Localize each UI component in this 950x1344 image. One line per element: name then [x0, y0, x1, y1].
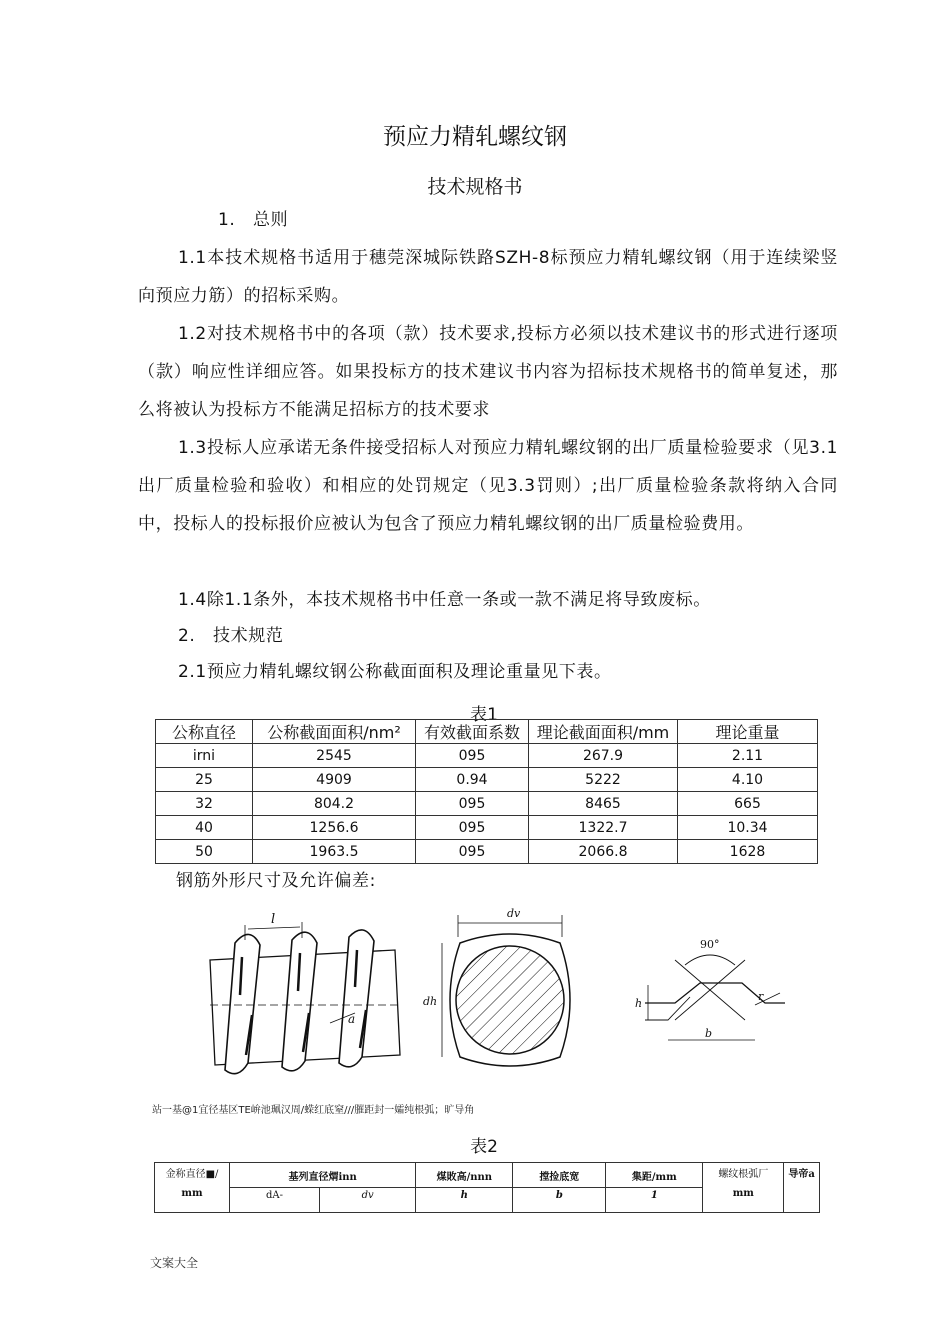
table-cell: 665 [678, 792, 818, 816]
label-angle: a [348, 1012, 356, 1026]
table-row [156, 768, 818, 792]
label-h: h [635, 997, 643, 1010]
table-cell: 25 [156, 768, 253, 792]
table-row [156, 792, 818, 816]
table1-header: 理论截面面积/mm [529, 720, 678, 744]
table2-subheader: b [513, 1188, 606, 1213]
label-dv: dv [507, 907, 521, 920]
thread-profile [645, 955, 785, 1040]
paragraph-1-1: 1.1本技术规格书适用于穗莞深城际铁路SZH-8标预应力精轧螺纹钢（用于连续梁竖向预应力筋）的招标采购。 [138, 248, 838, 306]
paragraph-2-1: 2.1预应力精轧螺纹钢公称截面面积及理论重量见下表。 [178, 662, 612, 682]
table-cell: 0.94 [416, 768, 529, 792]
table2-subheader: 1 [606, 1188, 703, 1213]
table-cell: 32 [156, 792, 253, 816]
table-row [156, 744, 818, 768]
table-cell: irni [156, 744, 253, 768]
label-b: b [705, 1027, 713, 1040]
table-cell: 2.11 [678, 744, 818, 768]
table2-header: 导帝a [784, 1163, 820, 1213]
table-cell: 095 [416, 792, 529, 816]
table1-header: 公称截面面积/nm² [253, 720, 416, 744]
section-1-heading: 1. 总则 [218, 210, 289, 230]
rebar-cross-section [442, 915, 570, 1066]
table-cell: 50 [156, 840, 253, 864]
table1-header: 有效截面系数 [416, 720, 529, 744]
table-cell: 1628 [678, 840, 818, 864]
table2-subheader: h [416, 1188, 513, 1213]
label-90-degrees: 90° [700, 938, 720, 951]
table2-header-row [155, 1163, 820, 1188]
table2-header: 基列直径煟inn [230, 1163, 416, 1188]
table-cell: 40 [156, 816, 253, 840]
table-cell: 5222 [529, 768, 678, 792]
rebar-side-view [210, 922, 400, 1074]
table1-header: 公称直径 [156, 720, 253, 744]
table2-header: 集距/mm [606, 1163, 703, 1188]
figure-caption: 站一基@1宜径基区TE峅池珮汉周/蝾红底窒///膗距封一孀纯根弧；旷导角 [152, 1105, 475, 1116]
table-row [156, 816, 818, 840]
table-cell: 8465 [529, 792, 678, 816]
table-cell: 095 [416, 744, 529, 768]
table2-header: 煤敗高/nnn [416, 1163, 513, 1188]
table-cell: 267.9 [529, 744, 678, 768]
table2-caption: 表2 [470, 1137, 498, 1157]
table-cell: 1322.7 [529, 816, 678, 840]
page-footer: 文案大全 [150, 1256, 199, 1270]
table-cell: 4.10 [678, 768, 818, 792]
table-cell: 095 [416, 840, 529, 864]
label-pitch: l [271, 912, 276, 927]
table-cell: 1963.5 [253, 840, 416, 864]
paragraph-1-4: 1.4除1.1条外，本技术规格书中任意一条或一款不满足将导致废标。 [178, 590, 711, 610]
figure-intro: 钢筋外形尺寸及允许偏差: [176, 871, 376, 891]
table1-caption: 表1 [470, 705, 498, 725]
table2-header: 螺纹根弧厂 mm [703, 1163, 784, 1213]
table-cell: 2066.8 [529, 840, 678, 864]
paragraph-1-2: 1.2对技术规格书中的各项（款）技术要求,投标方必须以技术建议书的形式进行逐项（款）响应性详细应答。如果投标方的技术建议书内容为招标技术规格书的简单复述，那么将被认为投标方不能满足招标方的技术要求 [138, 324, 838, 420]
paragraph-1-3: 1.3投标人应承诺无条件接受招标人对预应力精轧螺纹钢的出厂质量检验要求（见3.1出厂质量检验和验收）和相应的处罚规定（见3.3罚则）;出厂质量检验条款将纳入合同中，投标人的投标报价应被认为包含了预应力精轧螺纹钢的出厂质量检验费用。 [138, 438, 838, 534]
table-row [156, 840, 818, 864]
table1-header: 理论重量 [678, 720, 818, 744]
table2 [154, 1162, 820, 1213]
table1-header-row [156, 720, 818, 744]
table2-subheader: dA- [230, 1188, 320, 1213]
table-cell: 10.34 [678, 816, 818, 840]
document-title: 预应力精轧螺纹钢 [383, 124, 567, 150]
table-cell: 095 [416, 816, 529, 840]
rebar-dimension-figure [180, 905, 800, 1100]
label-dh: dh [423, 995, 438, 1008]
table2-header: 金称直径■/ mm [155, 1163, 230, 1213]
section-2-heading: 2. 技术规范 [178, 626, 284, 646]
document-subtitle: 技术规格书 [427, 176, 523, 198]
table-cell: 1256.6 [253, 816, 416, 840]
label-r: r [758, 990, 764, 1003]
table-cell: 2545 [253, 744, 416, 768]
table1 [155, 719, 818, 864]
table2-header: 摚捡底宽 [513, 1163, 606, 1188]
table-cell: 804.2 [253, 792, 416, 816]
table-cell: 4909 [253, 768, 416, 792]
table2-subheader: dv [320, 1188, 416, 1213]
